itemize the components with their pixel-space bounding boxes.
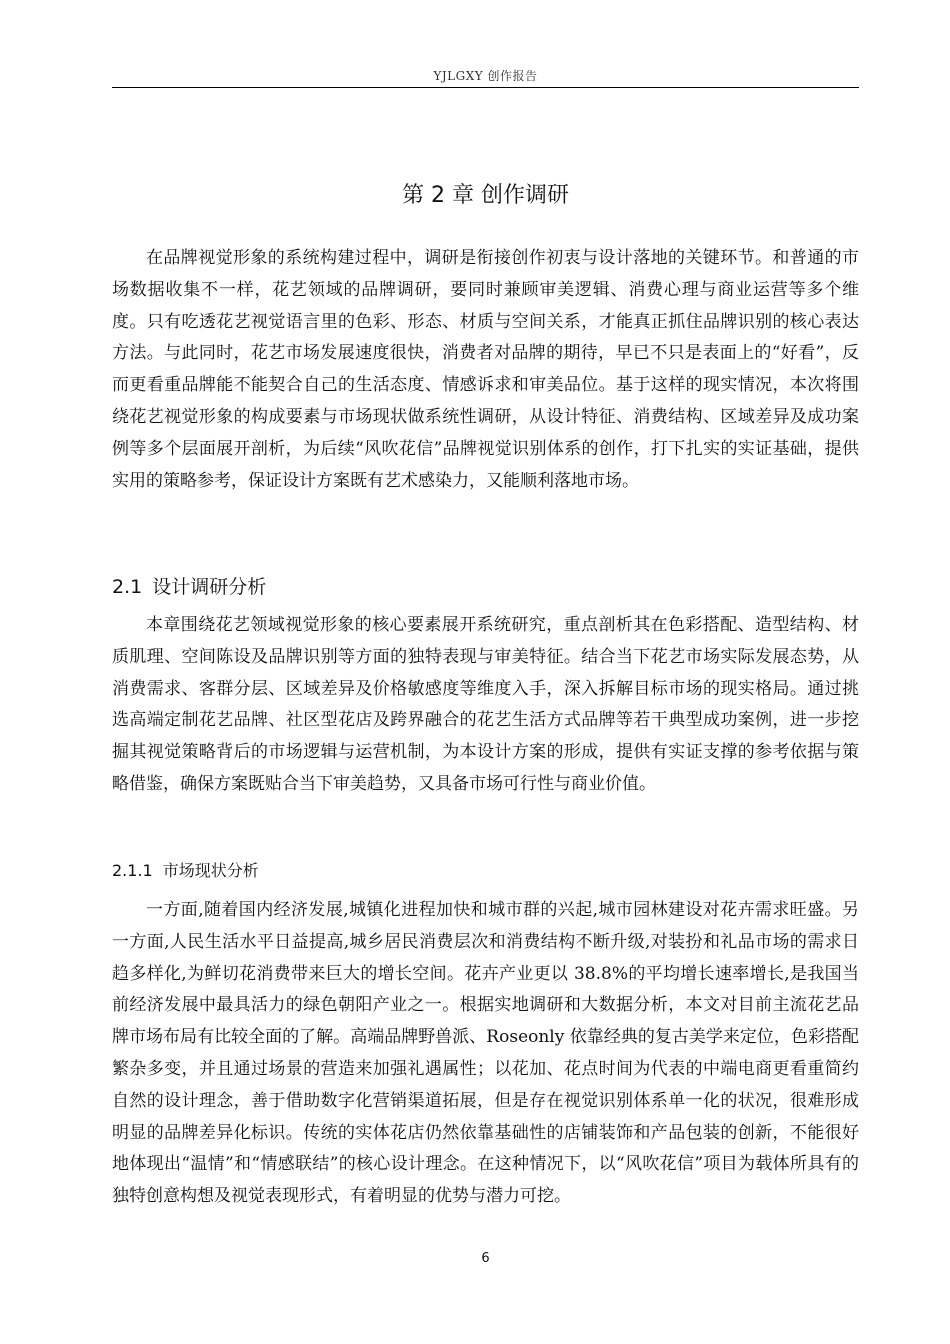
section-number: 2.1 bbox=[112, 576, 143, 598]
running-header: YJLGXY 创作报告 bbox=[433, 69, 538, 83]
intro-paragraph: 在品牌视觉形象的系统构建过程中，调研是衔接创作初衷与设计落地的关键环节。和普通的市场数据收集不一样，花艺领域的品牌调研，要同时兼顾审美逻辑、消费心理与商业运营等多个维度。只有吃透花艺视觉语言里的色彩、形态、材质与空间关系，才能真正抓住品牌识别的核心表达方法。与此同时，花艺市场发展速度很快，消费者对品牌的期待，早已不只是表面上的“好看”，反而更看重品牌能不能契合自己的生活态度、情感诉求和审美品位。基于这样的现实情况，本次将围绕花艺视觉形象的构成要素与市场现状做系统性调研，从设计特征、消费结构、区域差异及成功案例等多个层面展开剖析，为后续“风吹花信”品牌视觉识别体系的创作，打下扎实的实证基础，提供实用的策略参考，保证设计方案既有艺术感染力，又能顺利落地市场。 bbox=[112, 248, 859, 491]
chapter-title: 第 2 章 创作调研 bbox=[402, 183, 569, 208]
section-title: 设计调研分析 bbox=[152, 576, 267, 598]
section-2-1-1-paragraph: 一方面,随着国内经济发展,城镇化进程加快和城市群的兴起,城市园林建设对花卉需求旺盛。另一方面,人民生活水平日益提高,城乡居民消费层次和消费结构不断升级,对装扮和礼品市场的需求日趋多样化,为鲜切花消费带来巨大的增长空间。花卉产业更以 38.8%的平均增长速率增长,是我国当前经济发展中最具活力的绿色朝阳产业之一。根据实地调研和大数据分析，本文对目前主流花艺品牌市场布局有比较全面的了解。高端品牌野兽派、Roseonly 依靠经典的复古美学来定位，色彩搭配繁杂多变，并且通过场景的营造来加强礼遇属性；以花加、花点时间为代表的中端电商更看重简约自然的设计理念，善于借助数字化营销渠道拓展，但是存在视觉识别体系单一化的状况，很难形成明显的品牌差异化标识。传统的实体花店仍然依靠基础性的店铺装饰和产品包装的创新，不能很好地体现出“温情”和“情感联结”的核心设计理念。在这种情况下，以“风吹花信”项目为载体所具有的独特创意构想及视觉表现形式，有着明显的优势与潜力可挖。 bbox=[112, 900, 859, 1207]
header-divider bbox=[112, 87, 859, 88]
section-2-1-paragraph: 本章围绕花艺领域视觉形象的核心要素展开系统研究，重点剖析其在色彩搭配、造型结构、材质肌理、空间陈设及品牌识别等方面的独特表现与审美特征。结合当下花艺市场实际发展态势，从消费需求、客群分层、区域差异及价格敏感度等维度入手，深入拆解目标市场的现实格局。通过挑选高端定制花艺品牌、社区型花店及跨界融合的花艺生活方式品牌等若干典型成功案例，进一步挖掘其视觉策略背后的市场逻辑与运营机制，为本设计方案的形成，提供有实证支撑的参考依据与策略借鉴，确保方案既贴合当下审美趋势，又具备市场可行性与商业价值。 bbox=[112, 615, 859, 794]
subsection-number: 2.1.1 bbox=[112, 861, 153, 880]
subsection-heading-2-1-1 bbox=[112, 858, 259, 881]
subsection-title: 市场现状分析 bbox=[162, 861, 259, 880]
section-heading-2-1 bbox=[112, 572, 266, 599]
page-number: 6 bbox=[481, 1251, 490, 1266]
